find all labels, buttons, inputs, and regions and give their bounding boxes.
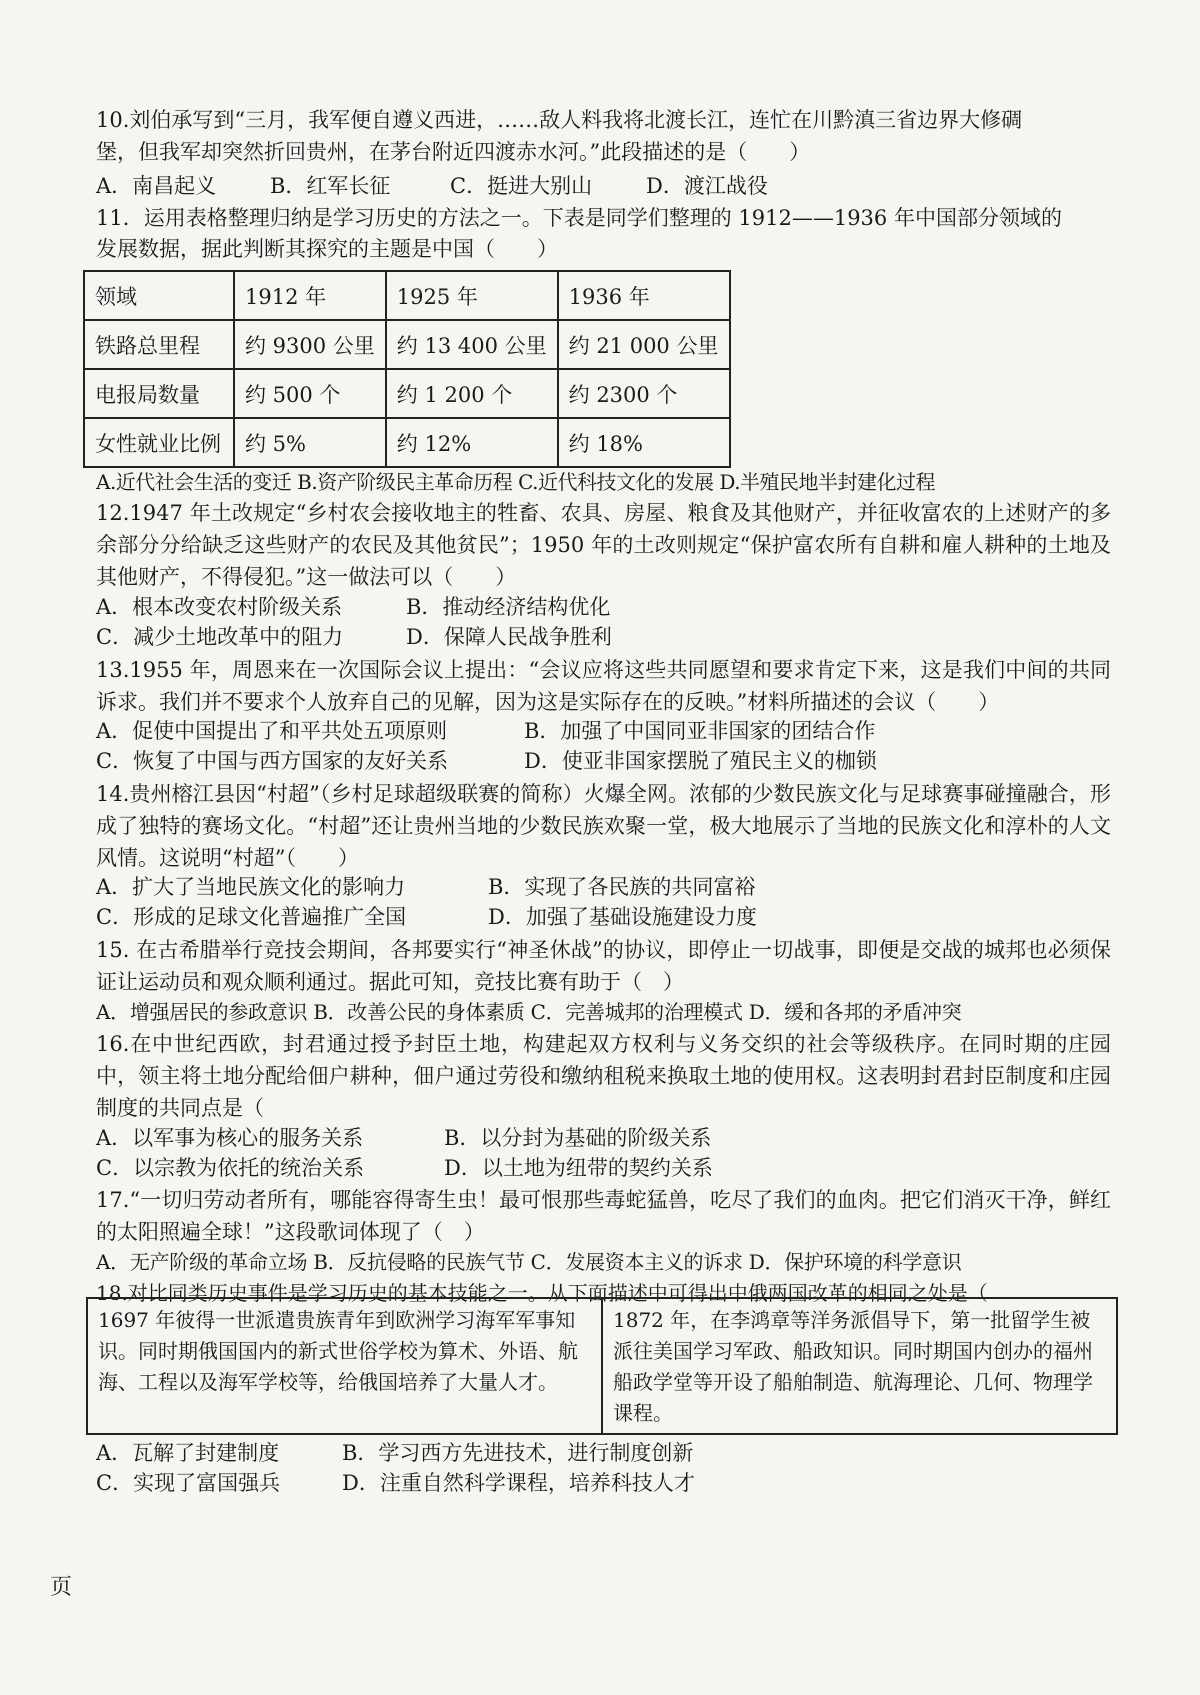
q11-stem-line1: 11．运用表格整理归纳是学习历史的方法之一。下表是同学们整理的 1912——1936 年中国部分领域的 (96, 206, 1062, 230)
q16-option-b: B．以分封为基础的阶级关系 (444, 1126, 712, 1150)
q13-option-a: A．促使中国提出了和平共处五项原则 (96, 719, 448, 743)
table-cell: 约 21 000 公里 (558, 320, 730, 369)
table-cell: 领域 (84, 271, 234, 320)
q12-option-d: D．保障人民战争胜利 (406, 625, 612, 649)
q10-stem-line2: 堡，但我军却突然折回贵州，在茅台附近四渡赤水河。”此段描述的是（ ） (96, 140, 811, 164)
q10-stem-line1: 10.刘伯承写到“三月，我军便自遵义西进，……敌人料我将北渡长江，连忙在川黔滇三省边界大修碉 (96, 108, 1023, 132)
table-row (87, 1298, 1117, 1434)
q18-comparison-table (86, 1297, 1118, 1435)
q15-stem: 15. 在古希腊举行竞技会期间，各邦要实行“神圣休战”的协议，即停止一切战事，即便是交战的城邦也必须保证让运动员和观众顺利通过。据此可知，竞技比赛有助于（ ） (96, 938, 1111, 994)
table-cell: 约 500 个 (234, 369, 386, 418)
q18-option-b: B．学习西方先进技术，进行制度创新 (342, 1441, 694, 1465)
table-row (84, 369, 730, 418)
q16-option-a: A．以军事为核心的服务关系 (96, 1126, 364, 1150)
table-cell: 约 12% (386, 418, 558, 467)
q10-option-d: D．渡江战役 (646, 174, 768, 198)
q13-option-d: D．使亚非国家摆脱了殖民主义的枷锁 (524, 749, 877, 773)
q17-options: A．无产阶级的革命立场 B．反抗侵略的民族气节 C．发展资本主义的诉求 D．保护环境的科学意识 (96, 1250, 962, 1274)
q12-stem: 12.1947 年土改规定“乡村农会接收地主的牲畜、农具、房屋、粮食及其他财产，并征收富农的上述财产的多余部分分给缺乏这些财产的农民及其他贫民”；1950 年的土改则规定“保护富农所有自耕和雇人耕种的土地及其他财产，不得侵犯。”这一做法可以（ ） (96, 501, 1111, 589)
table-cell: 1912 年 (234, 271, 386, 320)
russia-reform-cell: 1697 年彼得一世派遣贵族青年到欧洲学习海军军事知识。同时期俄国国内的新式世俗学校为算术、外语、航海、工程以及海军学校等，给俄国培养了大量人才。 (87, 1298, 602, 1434)
q12-option-a: A．根本改变农村阶级关系 (96, 595, 343, 619)
table-cell: 约 1 200 个 (386, 369, 558, 418)
q10-option-a: A．南昌起义 (96, 174, 217, 198)
q16-option-d: D．以土地为纽带的契约关系 (444, 1156, 713, 1180)
q18-stem: 18.对比同类历史事件是学习历史的基本技能之一。从下面描述中可得出中俄两国改革的相同之处是（ (96, 1281, 988, 1305)
q14-option-c: C．形成的足球文化普遍推广全国 (96, 905, 407, 929)
page-label: 页 (50, 1575, 73, 1600)
table-row (84, 320, 730, 369)
q10-options (96, 171, 768, 201)
q15-options: A．增强居民的参政意识 B．改善公民的身体素质 C．完善城邦的治理模式 D．缓和各邦的矛盾冲突 (96, 1000, 962, 1024)
table-cell: 约 13 400 公里 (386, 320, 558, 369)
q14-option-a: A．扩大了当地民族文化的影响力 (96, 875, 406, 899)
q18-option-d: D．注重自然科学课程，培养科技人才 (342, 1471, 695, 1495)
q18-options (96, 1438, 695, 1498)
q12-option-b: B．推动经济结构优化 (406, 595, 611, 619)
q14-stem: 14.贵州榕江县因“村超”（乡村足球超级联赛的简称）火爆全网。浓郁的少数民族文化与足球赛事碰撞融合，形成了独特的赛场文化。“村超”还让贵州当地的少数民族欢聚一堂，极大地展示了当地的民族文化和淳朴的人文风情。这说明“村超”（ ） (96, 782, 1111, 870)
q14-options (96, 872, 757, 932)
q16-stem: 16.在中世纪西欧，封君通过授予封臣土地，构建起双方权利与义务交织的社会等级秩序。在同时期的庄园中，领主将土地分配给佃户耕种，佃户通过劳役和缴纳租税来换取土地的使用权。这表明封君封臣制度和庄园制度的共同点是（ (96, 1032, 1111, 1120)
china-reform-cell: 1872 年，在李鸿章等洋务派倡导下，第一批留学生被派往美国学习军政、船政知识。同时期国内创办的福州船政学堂等开设了船舶制造、航海理论、几何、物理学课程。 (602, 1298, 1117, 1434)
q10-option-b: B．红军长征 (270, 174, 391, 198)
table-cell: 1936 年 (558, 271, 730, 320)
q14-option-d: D．加强了基础设施建设力度 (488, 905, 757, 929)
table-cell: 女性就业比例 (84, 418, 234, 467)
q12-options (96, 592, 612, 652)
q13-option-b: B．加强了中国同亚非国家的团结合作 (524, 719, 876, 743)
table-cell: 铁路总里程 (84, 320, 234, 369)
table-cell: 约 9300 公里 (234, 320, 386, 369)
q16-options (96, 1123, 713, 1183)
q11-options: A.近代社会生活的变迁 B.资产阶级民主革命历程 C.近代科技文化的发展 D.半殖民地半封建化过程 (96, 470, 936, 494)
table-cell: 约 5% (234, 418, 386, 467)
q13-stem: 13.1955 年，周恩来在一次国际会议上提出：“会议应将这些共同愿望和要求肯定下来，这是我们中间的共同诉求。我们并不要求个人放弃自己的见解，因为这是实际存在的反映。”材料所描述的会议（ ） (96, 658, 1111, 714)
q18-option-a: A．瓦解了封建制度 (96, 1441, 280, 1465)
q10-option-c: C．挺进大别山 (450, 174, 593, 198)
table-cell: 约 2300 个 (558, 369, 730, 418)
q13-options (96, 716, 877, 776)
q11-stem-line2: 发展数据，据此判断其探究的主题是中国（ ） (96, 237, 558, 261)
q14-option-b: B．实现了各民族的共同富裕 (488, 875, 756, 899)
q17-stem: 17.“一切归劳动者所有，哪能容得寄生虫！最可恨那些毒蛇猛兽，吃尽了我们的血肉。把它们消灭干净，鲜红的太阳照遍全球！”这段歌词体现了（ ） (96, 1188, 1111, 1244)
table-header-row (84, 271, 730, 320)
table-cell: 电报局数量 (84, 369, 234, 418)
table-row (84, 418, 730, 467)
table-cell: 1925 年 (386, 271, 558, 320)
q12-option-c: C．减少土地改革中的阻力 (96, 625, 344, 649)
q18-option-c: C．实现了富国强兵 (96, 1471, 281, 1495)
q13-option-c: C．恢复了中国与西方国家的友好关系 (96, 749, 449, 773)
table-cell: 约 18% (558, 418, 730, 467)
q16-option-c: C．以宗教为依托的统治关系 (96, 1156, 365, 1180)
q11-data-table (83, 270, 731, 468)
